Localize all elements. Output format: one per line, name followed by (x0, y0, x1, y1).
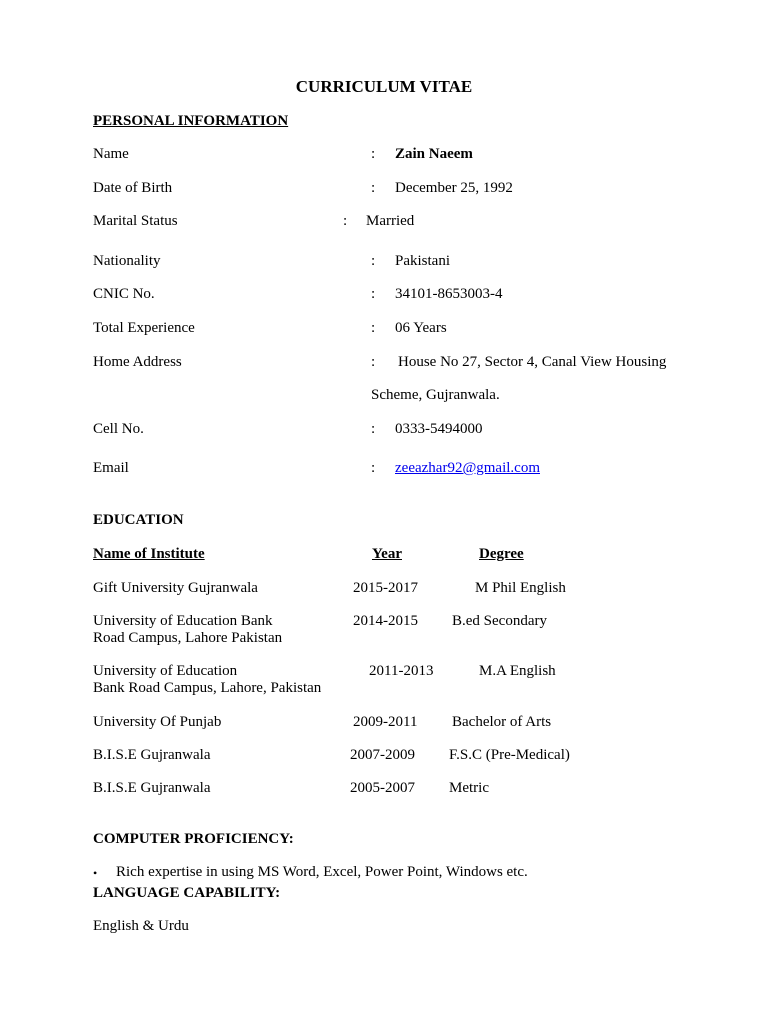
bullet-icon: • (93, 866, 98, 880)
address-line-1: House No 27, Sector 4, Canal View Housing (398, 354, 667, 370)
nationality-separator: : (371, 253, 376, 269)
education-institute-line-2: Bank Road Campus, Lahore, Pakistan (93, 680, 322, 696)
education-degree: B.ed Secondary (452, 613, 547, 629)
cell-value: 0333-5494000 (395, 421, 483, 437)
nationality-label: Nationality (93, 253, 161, 269)
name-value: Zain Naeem (395, 146, 473, 162)
address-separator: : (371, 354, 376, 370)
experience-value: 06 Years (395, 320, 447, 336)
education-degree: M Phil English (475, 580, 566, 596)
cnic-separator: : (371, 286, 376, 302)
education-year: 2015-2017 (353, 580, 418, 596)
dob-label: Date of Birth (93, 180, 173, 196)
education-year: 2007-2009 (350, 747, 415, 763)
computer-skill-item: Rich expertise in using MS Word, Excel, Power Point, Windows etc. (116, 864, 528, 880)
education-institute: B.I.S.E Gujranwala (93, 780, 211, 796)
name-label: Name (93, 146, 129, 162)
column-header-degree: Degree (479, 546, 524, 562)
cell-separator: : (371, 421, 376, 437)
education-institute: University of Education (93, 663, 238, 679)
language-value: English & Urdu (93, 918, 189, 934)
email-link[interactable]: zeeazhar92@gmail.com (395, 460, 540, 476)
education-year: 2009-2011 (353, 714, 418, 730)
dob-value: December 25, 1992 (395, 180, 513, 196)
cell-label: Cell No. (93, 421, 144, 437)
education-year: 2011-2013 (369, 663, 434, 679)
education-institute-line-2: Road Campus, Lahore Pakistan (93, 630, 283, 646)
address-line-2: Scheme, Gujranwala. (371, 387, 500, 403)
column-header-year: Year (372, 546, 402, 562)
education-institute: University Of Punjab (93, 714, 222, 730)
education-degree: Metric (449, 780, 489, 796)
address-label: Home Address (93, 354, 182, 370)
experience-separator: : (371, 320, 376, 336)
personal-info-heading: PERSONAL INFORMATION (93, 113, 289, 129)
education-institute: B.I.S.E Gujranwala (93, 747, 211, 763)
computer-proficiency-heading: COMPUTER PROFICIENCY: (93, 831, 294, 847)
dob-separator: : (371, 180, 376, 196)
email-label: Email (93, 460, 129, 476)
education-heading: EDUCATION (93, 512, 184, 528)
experience-label: Total Experience (93, 320, 195, 336)
language-capability-heading: LANGUAGE CAPABILITY: (93, 885, 281, 901)
education-year: 2014-2015 (353, 613, 418, 629)
name-separator: : (371, 146, 376, 162)
column-header-institute: Name of Institute (93, 546, 205, 562)
email-separator: : (371, 460, 376, 476)
marital-separator: : (343, 213, 348, 229)
education-degree: Bachelor of Arts (452, 714, 552, 730)
education-institute: Gift University Gujranwala (93, 580, 258, 596)
marital-label: Marital Status (93, 213, 178, 229)
nationality-value: Pakistani (395, 253, 450, 269)
education-degree: F.S.C (Pre-Medical) (449, 747, 570, 763)
education-year: 2005-2007 (350, 780, 415, 796)
education-institute: University of Education Bank (93, 613, 273, 629)
cnic-label: CNIC No. (93, 286, 155, 302)
document-title: CURRICULUM VITAE (295, 77, 473, 96)
marital-value: Married (366, 213, 415, 229)
education-degree: M.A English (479, 663, 556, 679)
cnic-value: 34101-8653003-4 (395, 286, 503, 302)
